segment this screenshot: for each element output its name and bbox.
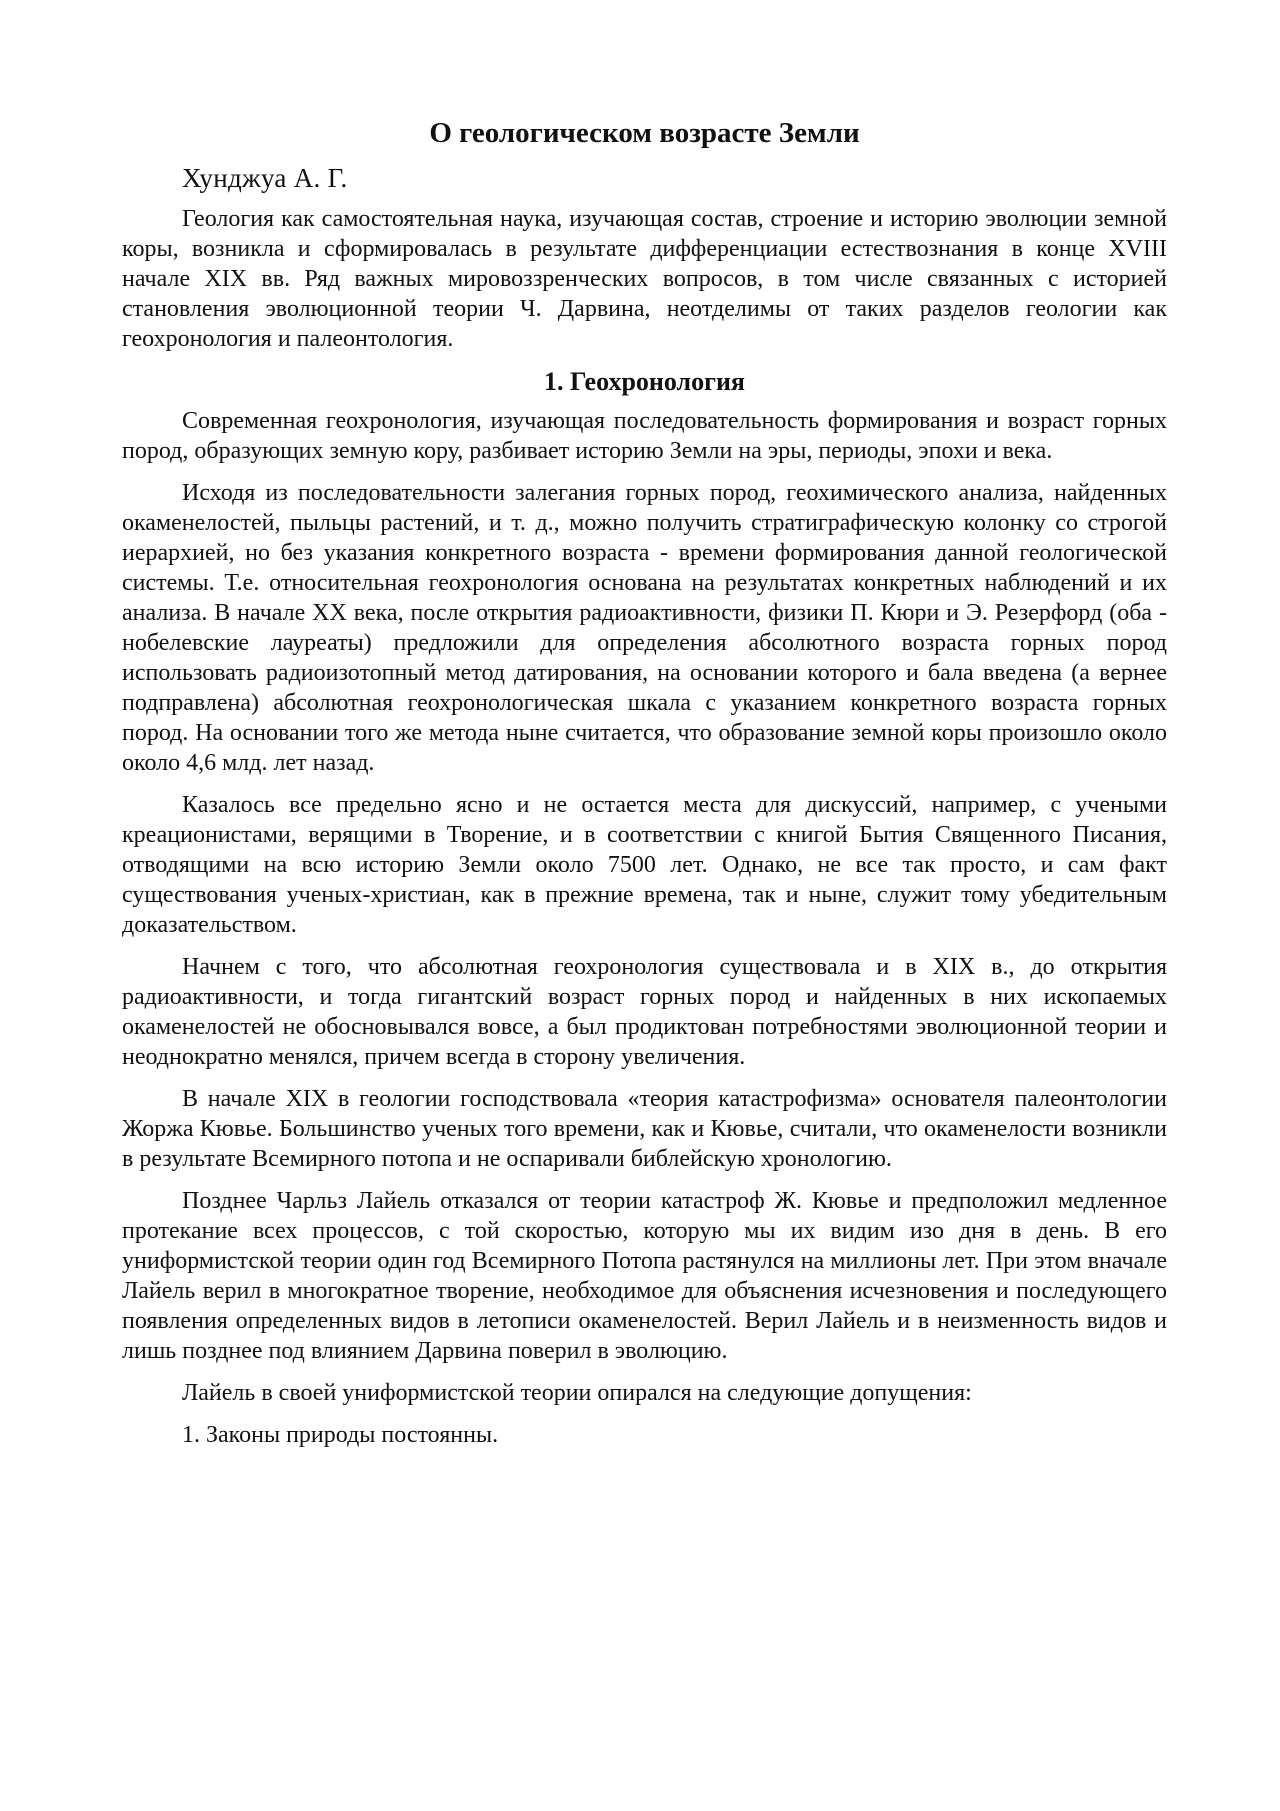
document-page [122, 116, 1167, 1462]
body-paragraph: Лайель в своей униформистской теории опирался на следующие допущения: [182, 1380, 972, 1406]
list-item: 1. Законы природы постоянны. [182, 1422, 499, 1448]
body-paragraph: Позднее Чарльз Лайель отказался от теории катастроф Ж. Кювье и предположил медленное протекание всех процессов, с той скоростью, которую мы их видим изо дня в день. В его униформистской теории один год Всемирного Потопа растянулся на миллионы лет. При этом вначале Лайель верил в многократное творение, необходимое для объяснения исчезновения и последующего появления определенных видов в летописи окаменелостей. Верил Лайель и в неизменность видов и лишь позднее под влиянием Дарвина поверил в эволюцию. [122, 1188, 1167, 1364]
section-heading-geochronology: 1. Геохронология [544, 367, 745, 396]
intro-paragraph: Геология как самостоятельная наука, изучающая состав, строение и историю эволюции земной коры, возникла и сформировалась в результате дифференциации естествознания в конце XVIII начале XIX вв. Ряд важных мировоззренческих вопросов, в том числе связанных с историей становления эволюционной теории Ч. Дарвина, неотделимы от таких разделов геологии как геохронология и палеонтология. [122, 206, 1167, 352]
body-paragraph: Казалось все предельно ясно и не остается места для дискуссий, например, с учеными креационистами, верящими в Творение, и в соответствии с книгой Бытия Священного Писания, отводящими на всю историю Земли около 7500 лет. Однако, не все так просто, и сам факт существования ученых-христиан, как в прежние времена, так и ныне, служит тому убедительным доказательством. [122, 792, 1167, 938]
document-title: О геологическом возрасте Земли [429, 117, 860, 149]
document-author: Хунджуа А. Г. [182, 163, 348, 193]
body-paragraph: Современная геохронология, изучающая последовательность формирования и возраст горных пород, образующих земную кору, разбивает историю Земли на эры, периоды, эпохи и века. [122, 408, 1167, 464]
body-paragraph: Исходя из последовательности залегания горных пород, геохимического анализа, найденных окаменелостей, пыльцы растений, и т. д., можно получить стратиграфическую колонку со строгой иерархией, но без указания конкретного возраста - времени формирования данной геологической системы. Т.е. относительная геохронология основана на результатах конкретных наблюдений и их анализа. В начале XX века, после открытия радиоактивности, физики П. Кюри и Э. Резерфорд (оба - нобелевские лауреаты) предложили для определения абсолютного возраста горных пород использовать радиоизотопный метод датирования, на основании которого и бала введена (а вернее подправлена) абсолютная геохронологическая шкала с указанием конкретного возраста горных пород. На основании того же метода ныне считается, что образование земной коры произошло около около 4,6 млд. лет назад. [122, 480, 1167, 776]
body-paragraph: Начнем с того, что абсолютная геохронология существовала и в XIX в., до открытия радиоактивности, и тогда гигантский возраст горных пород и найденных в них ископаемых окаменелостей не обосновывался вовсе, а был продиктован потребностями эволюционной теории и неоднократно менялся, причем всегда в сторону увеличения. [122, 954, 1167, 1070]
body-paragraph: В начале XIX в геологии господствовала «теория катастрофизма» основателя палеонтологии Жоржа Кювье. Большинство ученых того времени, как и Кювье, считали, что окаменелости возникли в результате Всемирного потопа и не оспаривали библейскую хронологию. [122, 1086, 1167, 1172]
